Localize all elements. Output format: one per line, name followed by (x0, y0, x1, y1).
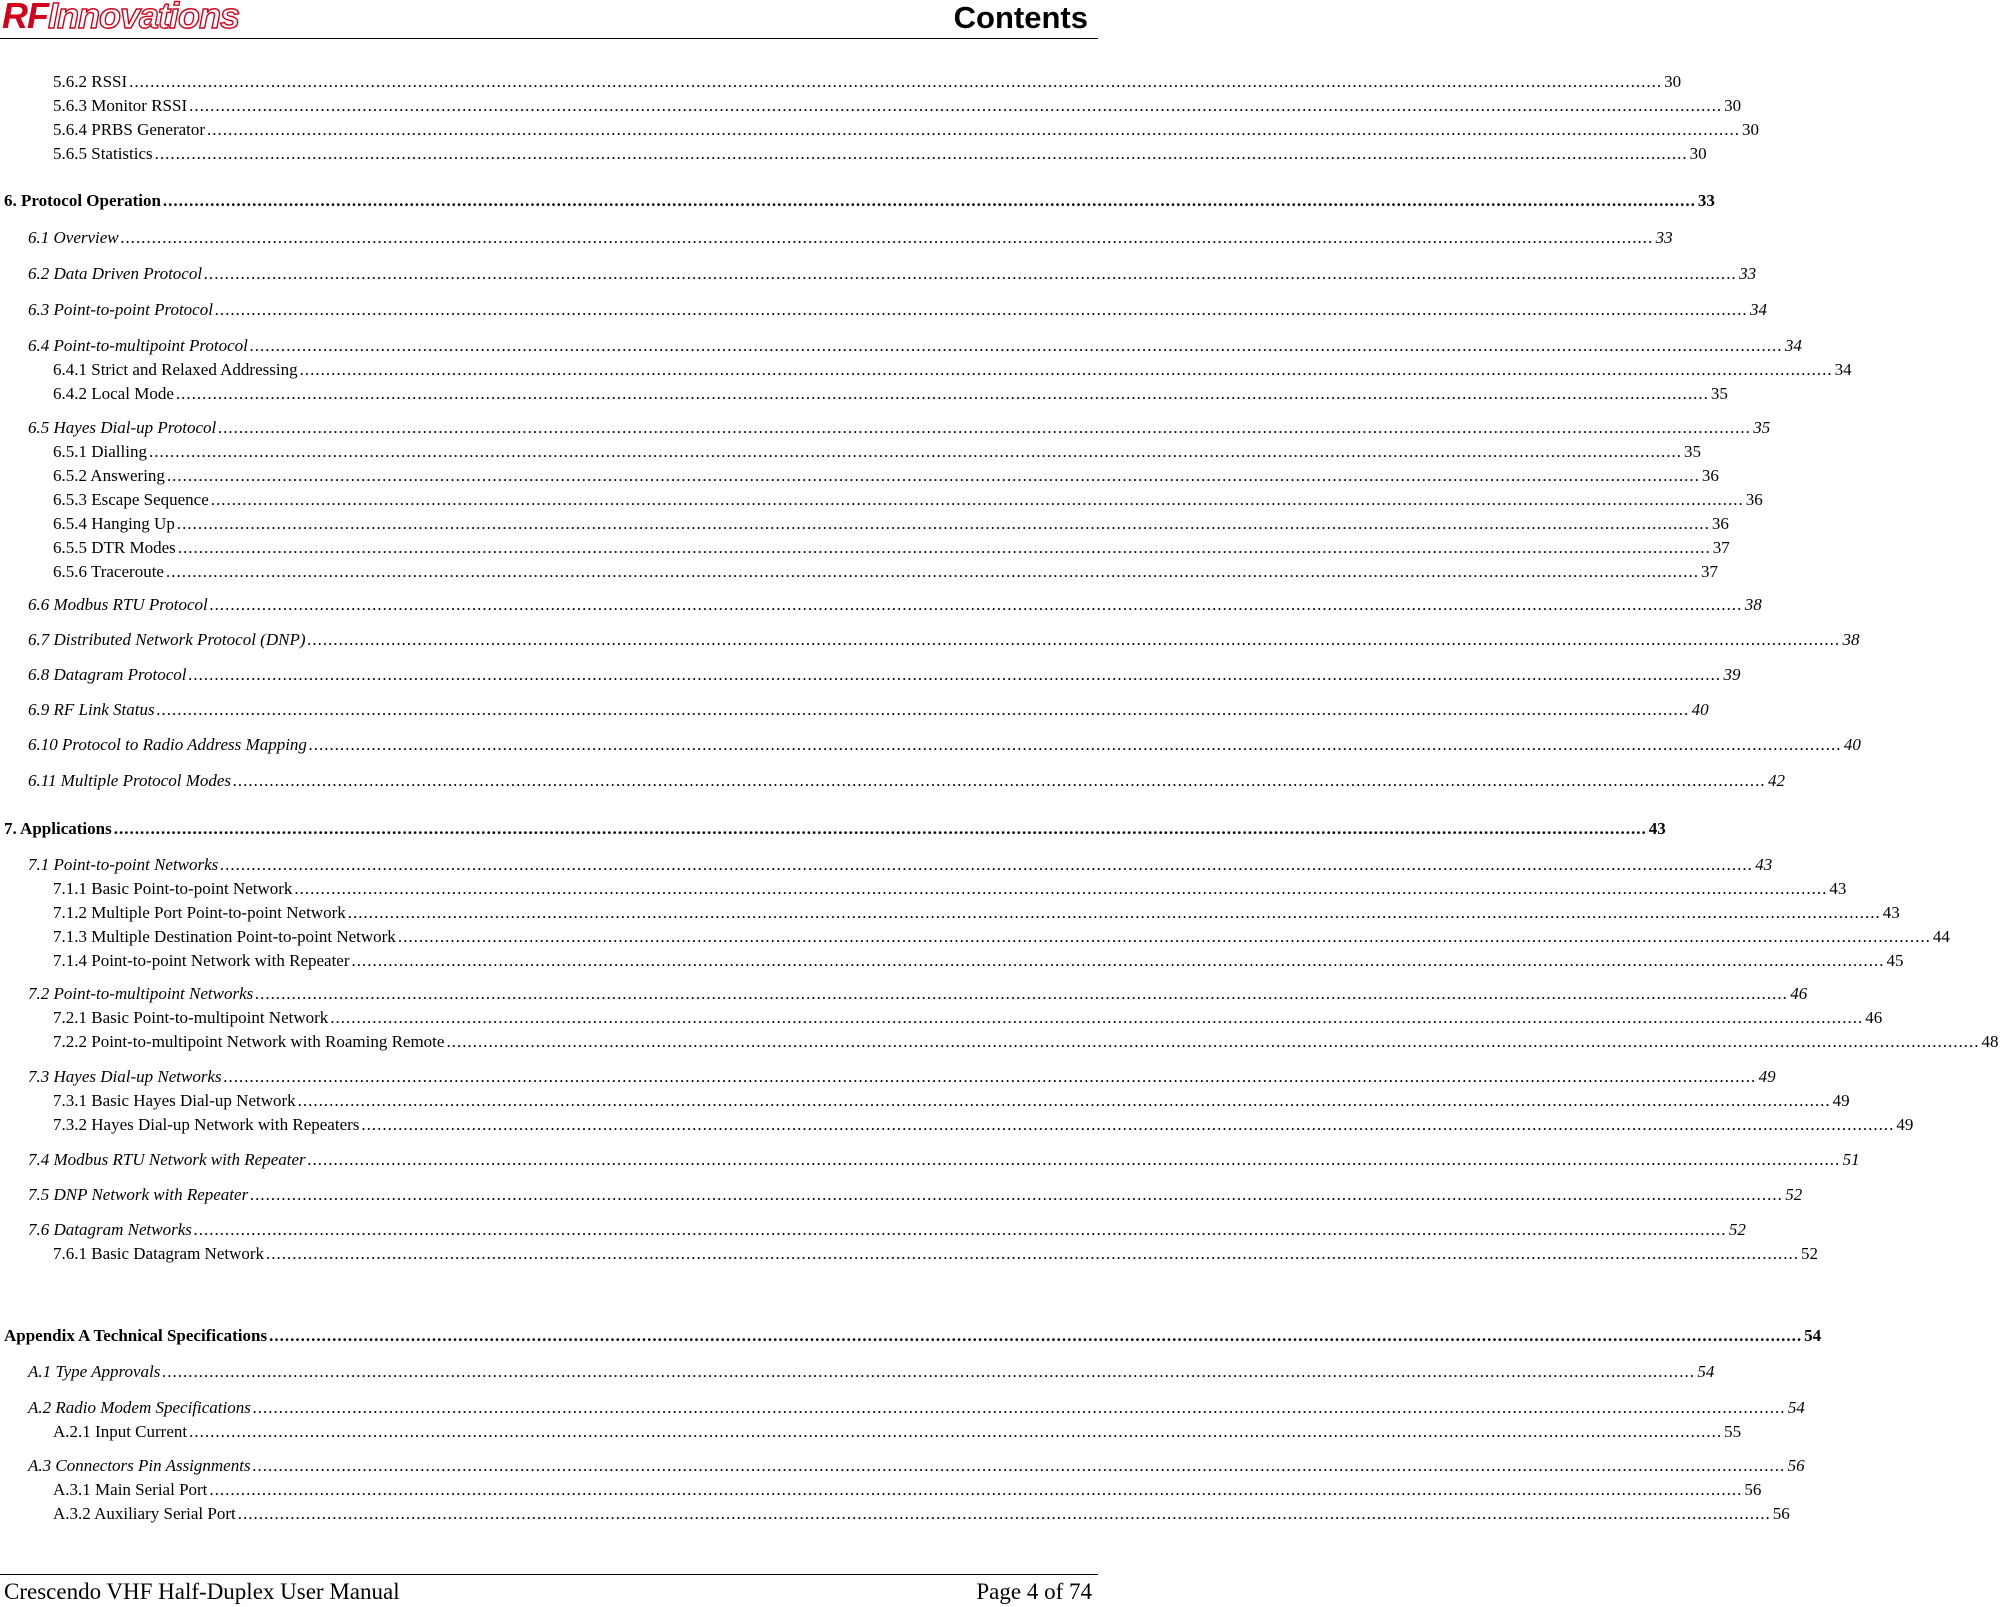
toc-entry-page: 44 (1932, 927, 1950, 946)
toc-entry-page: 35 (1683, 442, 1701, 461)
toc-entry-page: 36 (1711, 514, 1729, 533)
toc-entry-page: 30 (1664, 72, 1682, 91)
toc-dot-leader (253, 1455, 1786, 1477)
toc-dot-leader (149, 441, 1682, 463)
toc-entry-title: 7.1.4 Point-to-point Network with Repeater (53, 951, 350, 970)
toc-entry-page: 30 (1742, 120, 1760, 139)
toc-entry-page: 34 (1749, 300, 1767, 319)
toc-entry-title: Appendix A Technical Specifications (4, 1326, 268, 1345)
toc-entry-title: 6.3 Point-to-point Protocol (28, 300, 213, 319)
toc-dot-leader (215, 299, 1748, 321)
toc-entry-page: 49 (1832, 1091, 1850, 1110)
toc-dot-leader (269, 1325, 1802, 1347)
toc-entry[interactable] (0, 1395, 1805, 1419)
toc-entry-page: 37 (1700, 562, 1718, 581)
toc-dot-leader (298, 1090, 1831, 1112)
toc-entry-title: 6.4 Point-to-multipoint Protocol (28, 336, 248, 355)
toc-entry-title: 6.5.3 Escape Sequence (53, 490, 209, 509)
toc-dot-leader (255, 983, 1788, 1005)
header-divider (0, 38, 1098, 39)
toc-dot-leader (398, 926, 1931, 948)
toc-entry[interactable] (0, 1182, 1803, 1206)
toc-dot-leader (129, 71, 1662, 93)
toc-dot-leader (250, 1184, 1783, 1206)
company-logo (2, 0, 239, 36)
toc-entry-title: 6.5.5 DTR Modes (53, 538, 176, 557)
toc-entry[interactable] (0, 1088, 1850, 1112)
toc-dot-leader (294, 878, 1827, 900)
toc-dot-leader (348, 902, 1881, 924)
toc-entry-title: 6.4.1 Strict and Relaxed Addressing (53, 360, 298, 379)
toc-entry-page: 40 (1691, 700, 1709, 719)
toc-entry[interactable] (0, 535, 1730, 559)
toc-dot-leader (209, 1479, 1742, 1501)
toc-dot-leader (163, 190, 1696, 212)
toc-entry[interactable] (0, 1323, 1822, 1347)
toc-dot-leader (266, 1243, 1799, 1265)
toc-entry[interactable] (0, 816, 1666, 840)
toc-entry[interactable] (0, 1112, 1914, 1136)
toc-entry-title: 6.7 Distributed Network Protocol (DNP) (28, 630, 306, 649)
toc-dot-leader (178, 537, 1711, 559)
toc-entry[interactable] (0, 1477, 1762, 1501)
toc-entry[interactable] (0, 297, 1767, 321)
toc-dot-leader (194, 1219, 1727, 1241)
toc-entry-title: 7.5 DNP Network with Repeater (28, 1185, 249, 1204)
toc-entry[interactable] (0, 69, 1682, 93)
toc-dot-leader (308, 629, 1841, 651)
toc-entry[interactable] (0, 876, 1847, 900)
toc-dot-leader (352, 950, 1885, 972)
logo-innovations-text: Innovations (48, 0, 240, 36)
toc-dot-leader (189, 664, 1722, 686)
toc-dot-leader (446, 1031, 1979, 1053)
toc-entry[interactable] (0, 1501, 1790, 1525)
toc-dot-leader (300, 359, 1833, 381)
toc-entry-page: 45 (1886, 951, 1904, 970)
toc-entry-title: 6.9 RF Link Status (28, 700, 155, 719)
toc-entry[interactable] (0, 93, 1742, 117)
toc-entry-title: A.1 Type Approvals (28, 1362, 161, 1381)
toc-entry-page: 38 (1744, 595, 1762, 614)
toc-entry-page: 40 (1843, 735, 1861, 754)
toc-dot-leader (189, 95, 1722, 117)
page-title: Contents (953, 0, 1088, 35)
toc-entry[interactable] (0, 1217, 1746, 1241)
toc-entry[interactable] (0, 948, 1904, 972)
toc-entry-page: 43 (1648, 819, 1666, 838)
toc-entry[interactable] (0, 924, 1950, 948)
toc-entry-title: 5.6.5 Statistics (53, 144, 153, 163)
toc-entry-page: 33 (1655, 228, 1673, 247)
toc-dot-leader (166, 561, 1699, 583)
toc-entry-page: 39 (1723, 665, 1741, 684)
toc-entry-title: 7.3 Hayes Dial-up Networks (28, 1067, 222, 1086)
toc-dot-leader (330, 1007, 1863, 1029)
toc-entry-page: 46 (1865, 1008, 1883, 1027)
page-header (0, 0, 1098, 40)
toc-entry[interactable] (0, 697, 1709, 721)
toc-entry-page: 52 (1728, 1220, 1746, 1239)
toc-dot-leader (167, 465, 1700, 487)
toc-entry-title: 7.1.2 Multiple Port Point-to-point Network (53, 903, 346, 922)
toc-entry-title: 6.5.6 Traceroute (53, 562, 164, 581)
toc-entry-page: 30 (1724, 96, 1742, 115)
toc-entry-title: 5.6.2 RSSI (53, 72, 128, 91)
toc-entry-page: 43 (1755, 855, 1773, 874)
toc-entry-title: 7.1.1 Basic Point-to-point Network (53, 879, 293, 898)
toc-entry-title: 6.10 Protocol to Radio Address Mapping (28, 735, 307, 754)
toc-entry-title: 7.2 Point-to-multipoint Networks (28, 984, 254, 1003)
toc-entry[interactable] (0, 662, 1741, 686)
logo-rf-text: RF (2, 0, 48, 36)
toc-entry[interactable] (0, 225, 1673, 249)
toc-entry-page: 36 (1745, 490, 1763, 509)
toc-entry-title: A.3.1 Main Serial Port (53, 1480, 208, 1499)
toc-entry[interactable] (0, 768, 1786, 792)
toc-entry[interactable] (0, 559, 1718, 583)
toc-dot-leader (211, 489, 1744, 511)
toc-entry-title: 6.5.2 Answering (53, 466, 165, 485)
toc-dot-leader (309, 734, 1842, 756)
toc-dot-leader (176, 383, 1709, 405)
toc-entry-title: 6.8 Datagram Protocol (28, 665, 187, 684)
toc-dot-leader (224, 1066, 1757, 1088)
toc-entry-page: 33 (1697, 191, 1715, 210)
toc-entry-page: 49 (1758, 1067, 1776, 1086)
toc-entry-title: 6.11 Multiple Protocol Modes (28, 771, 232, 790)
toc-entry-page: 38 (1842, 630, 1860, 649)
toc-entry-title: 7.4 Modbus RTU Network with Repeater (28, 1150, 306, 1169)
toc-dot-leader (207, 119, 1740, 141)
toc-entry-page: 56 (1772, 1504, 1790, 1523)
toc-entry-title: 6.4.2 Local Mode (53, 384, 174, 403)
toc-dot-leader (218, 417, 1751, 439)
toc-entry[interactable] (0, 627, 1860, 651)
toc-entry-page: 42 (1768, 771, 1786, 790)
toc-entry-title: 6.5.4 Hanging Up (53, 514, 175, 533)
toc-dot-leader (155, 143, 1688, 165)
toc-entry[interactable] (0, 1147, 1860, 1171)
toc-entry[interactable] (0, 487, 1763, 511)
toc-entry-title: 7.1.3 Multiple Destination Point-to-point Network (53, 927, 396, 946)
toc-entry-title: 5.6.3 Monitor RSSI (53, 96, 188, 115)
toc-entry-title: 7.6.1 Basic Datagram Network (53, 1244, 265, 1263)
toc-entry-title: A.2.1 Input Current (53, 1422, 188, 1441)
toc-entry[interactable] (0, 415, 1771, 439)
toc-dot-leader (189, 1421, 1722, 1443)
toc-entry-page: 46 (1790, 984, 1808, 1003)
toc-entry-page: 49 (1896, 1115, 1914, 1134)
toc-entry-page: 56 (1787, 1456, 1805, 1475)
toc-entry-title: A.3.2 Auxiliary Serial Port (53, 1504, 236, 1523)
toc-entry[interactable] (0, 117, 1760, 141)
toc-entry-title: 6.6 Modbus RTU Protocol (28, 595, 208, 614)
toc-entry-page: 52 (1801, 1244, 1819, 1263)
toc-entry-title: 7.2.2 Point-to-multipoint Network with Roaming Remote (53, 1032, 445, 1051)
toc-entry-title: 7.3.2 Hayes Dial-up Network with Repeaters (53, 1115, 360, 1134)
toc-entry-page: 56 (1744, 1480, 1762, 1499)
toc-entry-title: 6.1 Overview (28, 228, 119, 247)
toc-entry-page: 30 (1689, 144, 1707, 163)
toc-entry[interactable] (0, 1359, 1715, 1383)
toc-entry-page: 35 (1753, 418, 1771, 437)
toc-entry-title: 6.2 Data Driven Protocol (28, 264, 203, 283)
toc-entry-title: 7.3.1 Basic Hayes Dial-up Network (53, 1091, 296, 1110)
toc-entry-title: A.2 Radio Modem Specifications (28, 1398, 251, 1417)
toc-entry-title: 7.1 Point-to-point Networks (28, 855, 219, 874)
toc-dot-leader (233, 770, 1766, 792)
toc-entry-title: A.3 Connectors Pin Assignments (28, 1456, 251, 1475)
toc-dot-leader (308, 1149, 1841, 1171)
toc-entry-title: 7.2.1 Basic Point-to-multipoint Network (53, 1008, 329, 1027)
toc-entry[interactable] (0, 900, 1900, 924)
toc-entry-page: 43 (1829, 879, 1847, 898)
toc-dot-leader (121, 227, 1654, 249)
toc-entry-page: 54 (1787, 1398, 1805, 1417)
toc-entry[interactable] (0, 261, 1757, 285)
toc-dot-leader (250, 335, 1783, 357)
footer-divider (0, 1574, 1098, 1575)
toc-entry-page: 54 (1697, 1362, 1715, 1381)
toc-entry-page: 34 (1784, 336, 1802, 355)
toc-entry[interactable] (0, 1419, 1742, 1443)
toc-entry-title: 6.5.1 Dialling (53, 442, 147, 461)
toc-entry[interactable] (0, 1241, 1819, 1265)
toc-entry-title: 6. Protocol Operation (4, 191, 161, 210)
toc-entry[interactable] (0, 732, 1861, 756)
toc-entry-page: 55 (1724, 1422, 1742, 1441)
toc-entry-title: 7. Applications (4, 819, 112, 838)
toc-entry-page: 36 (1701, 466, 1719, 485)
toc-dot-leader (210, 594, 1743, 616)
toc-dot-leader (162, 1361, 1695, 1383)
toc-entry-page: 35 (1710, 384, 1728, 403)
toc-entry[interactable] (0, 592, 1762, 616)
footer-manual-title: Crescendo VHF Half-Duplex User Manual (4, 1579, 400, 1604)
toc-entry-title: 5.6.4 PRBS Generator (53, 120, 206, 139)
toc-entry-title: 7.6 Datagram Networks (28, 1220, 192, 1239)
toc-entry-page: 33 (1739, 264, 1757, 283)
toc-dot-leader (361, 1114, 1894, 1136)
toc-entry[interactable] (0, 141, 1707, 165)
toc-entry-page: 52 (1785, 1185, 1803, 1204)
toc-dot-leader (220, 854, 1753, 876)
toc-entry-page: 48 (1981, 1032, 1999, 1051)
toc-entry-page: 43 (1882, 903, 1900, 922)
toc-entry-title: 6.5 Hayes Dial-up Protocol (28, 418, 217, 437)
toc-dot-leader (238, 1503, 1771, 1525)
toc-entry[interactable] (0, 1453, 1805, 1477)
toc-dot-leader (177, 513, 1710, 535)
toc-entry[interactable] (0, 463, 1719, 487)
toc-entry[interactable] (0, 1005, 1883, 1029)
toc-entry[interactable] (0, 511, 1729, 535)
footer-page-number: Page 4 of 74 (976, 1579, 1092, 1604)
toc-entry[interactable] (0, 333, 1802, 357)
toc-entry[interactable] (0, 357, 1852, 381)
toc-entry[interactable] (0, 1029, 1999, 1053)
toc-dot-leader (114, 818, 1647, 840)
toc-entry-page: 54 (1804, 1326, 1822, 1345)
toc-entry[interactable] (0, 852, 1773, 876)
toc-entry[interactable] (0, 981, 1808, 1005)
toc-entry[interactable] (0, 188, 1715, 212)
toc-entry[interactable] (0, 1064, 1776, 1088)
toc-entry[interactable] (0, 439, 1701, 463)
toc-dot-leader (253, 1397, 1786, 1419)
toc-entry[interactable] (0, 381, 1728, 405)
toc-entry-page: 51 (1842, 1150, 1860, 1169)
toc-entry-page: 34 (1834, 360, 1852, 379)
toc-dot-leader (157, 699, 1690, 721)
toc-entry-page: 37 (1712, 538, 1730, 557)
toc-dot-leader (204, 263, 1737, 285)
